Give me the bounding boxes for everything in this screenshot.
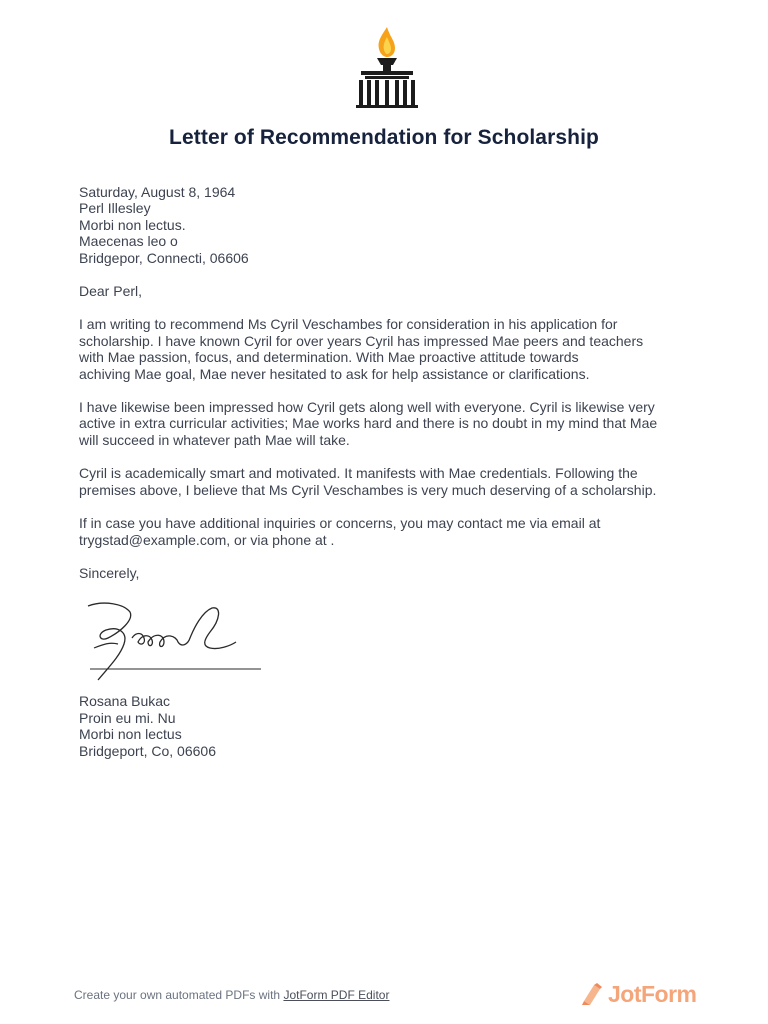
handwritten-signature — [84, 598, 264, 684]
paragraph-line: trygstad@example.com, or via phone at . — [79, 531, 335, 548]
paragraph-line: scholarship. I have known Cyril for over years Cyril has impressed Mae peers and teachers — [79, 332, 644, 349]
jotform-brand[interactable] — [578, 979, 697, 1009]
sender-city: Bridgeport, Co, 06606 — [79, 742, 216, 759]
page-title: Letter of Recommendation for Scholarship — [169, 126, 599, 149]
sender-name: Rosana Bukac — [79, 693, 171, 709]
sender-block — [79, 693, 216, 759]
body-paragraph-3 — [79, 465, 699, 498]
paragraph-line: will succeed in whatever path Mae will take. — [79, 431, 350, 448]
recipient-name: Perl Illesley — [79, 200, 151, 217]
salutation: Dear Perl, — [79, 283, 143, 300]
recipient-city: Bridgepor, Connecti, 06606 — [79, 249, 249, 266]
paragraph-line: with Mae passion, focus, and determination. With Mae proactive attitude towards — [79, 349, 579, 366]
paragraph-line: I have likewise been impressed how Cyril gets along well with everyone. Cyril is likewise very — [79, 399, 655, 416]
recipient-address-line-1: Morbi non lectus. — [79, 216, 186, 233]
letter-date: Saturday, August 8, 1964 — [79, 184, 236, 200]
footer-prefix: Create your own automated PDFs with — [74, 988, 284, 1002]
paragraph-line: Cyril is academically smart and motivated. It manifests with Mae credentials. Following the — [79, 465, 638, 482]
jotform-wordmark: JotForm — [608, 980, 697, 1007]
torch-logo-icon — [353, 25, 421, 109]
letter-body — [79, 184, 699, 598]
jotform-pdf-editor-link[interactable]: JotForm PDF Editor — [283, 988, 390, 1002]
sender-address-line-2: Morbi non lectus — [79, 726, 182, 743]
footer-note — [74, 988, 389, 1002]
closing: Sincerely, — [79, 564, 140, 581]
jotform-pencil-icon — [578, 981, 604, 1007]
paragraph-line: If in case you have additional inquiries or concerns, you may contact me via email at — [79, 515, 601, 532]
paragraph-line: active in extra curricular activities; Mae works hard and there is no doubt in my mind that Mae — [79, 415, 658, 432]
body-paragraph-1 — [79, 316, 699, 382]
address-block — [79, 184, 699, 266]
paragraph-line: premises above, I believe that Ms Cyril Veschambes is very much deserving of a scholarship. — [79, 481, 657, 498]
paragraph-line: achiving Mae goal, Mae never hesitated to ask for help assistance or clarifications. — [79, 365, 590, 382]
body-paragraph-4 — [79, 515, 699, 548]
paragraph-line: I am writing to recommend Ms Cyril Veschambes for consideration in his application for — [79, 316, 618, 333]
sender-address-line-1: Proin eu mi. Nu — [79, 709, 176, 726]
body-paragraph-2 — [79, 399, 699, 448]
recipient-address-line-2: Maecenas leo o — [79, 233, 178, 250]
